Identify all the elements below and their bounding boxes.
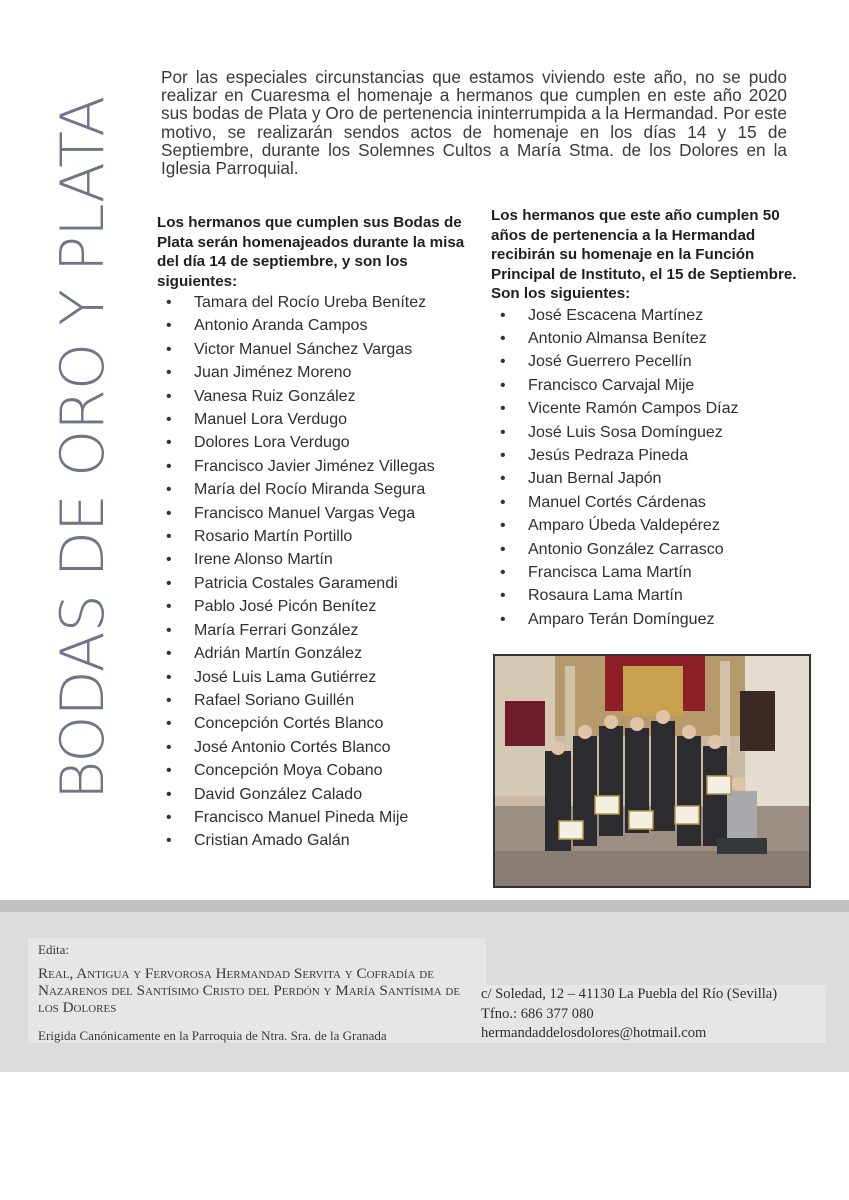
erigida-text: Erigida Canónicamente en la Parroquia de Ntra. Sra. de la Granada bbox=[38, 1028, 387, 1043]
list-item: • Francisco Manuel Vargas Vega bbox=[157, 502, 477, 525]
list-item: • María Ferrari González bbox=[157, 619, 477, 642]
publisher-box bbox=[28, 938, 486, 1043]
plata-heading: Los hermanos que cumplen sus Bodas de Plata serán homenajeados durante la misa del día 14 de septiembre, y son los siguientes: bbox=[157, 214, 465, 290]
oro-column bbox=[491, 206, 811, 631]
group-photo-image bbox=[495, 656, 809, 886]
list-item: • Manuel Cortés Cárdenas bbox=[491, 491, 811, 514]
list-item: • José Escacena Martínez bbox=[491, 304, 811, 327]
list-item: • José Luis Lama Gutiérrez bbox=[157, 666, 477, 689]
address-text: c/ Soledad, 12 – 41130 La Puebla del Río (Sevilla) bbox=[481, 986, 778, 1002]
list-item: • Manuel Lora Verdugo bbox=[157, 408, 477, 431]
list-item: • Adrián Martín González bbox=[157, 642, 477, 665]
list-item: • Antonio Almansa Benítez bbox=[491, 327, 811, 350]
list-item: • Jesús Pedraza Pineda bbox=[491, 444, 811, 467]
list-item: • Concepción Moya Cobano bbox=[157, 759, 477, 782]
intro-paragraph: Por las especiales circunstancias que estamos viviendo este año, no se pudo realizar en Cuaresma el homenaje a hermanos que cumplen en este año 2020 sus bodas de Plata y Oro de pertenencia ininterrumpida a la Hermandad. Por este motivo, se realizarán sendos actos de homenaje en los días 14 y 15 de Septiembre, durante los Solemnes Cultos a María Stma. de los Dolores en la Iglesia Parroquial. bbox=[161, 67, 787, 179]
list-item: • Dolores Lora Verdugo bbox=[157, 431, 477, 454]
list-item: • Vanesa Ruiz González bbox=[157, 385, 477, 408]
list-item: • Tamara del Rocío Ureba Benítez bbox=[157, 291, 477, 314]
list-item: • Rafael Soriano Guillén bbox=[157, 689, 477, 712]
list-item: • José Luis Sosa Domínguez bbox=[491, 421, 811, 444]
edita-label: Edita: bbox=[38, 942, 70, 957]
list-item: • Irene Alonso Martín bbox=[157, 548, 477, 571]
oro-heading: Los hermanos que este año cumplen 50 años de pertenencia a la Hermandad recibirán su homenaje en la Función Principal de Instituto, el 15 de Septiembre. Son los siguientes: bbox=[491, 207, 797, 302]
oro-name-list bbox=[491, 304, 811, 632]
list-item: • Francisco Manuel Pineda Mije bbox=[157, 806, 477, 829]
list-item: • Rosaura Lama Martín bbox=[491, 584, 811, 607]
list-item: • Amparo Úbeda Valdepérez bbox=[491, 514, 811, 537]
list-item: • Antonio González Carrasco bbox=[491, 538, 811, 561]
list-item: • María del Rocío Miranda Segura bbox=[157, 478, 477, 501]
list-item: • Pablo José Picón Benítez bbox=[157, 595, 477, 618]
list-item: • Victor Manuel Sánchez Vargas bbox=[157, 338, 477, 361]
list-item: • Patricia Costales Garamendi bbox=[157, 572, 477, 595]
contact-box bbox=[478, 985, 826, 1043]
email-text: hermandaddelosdolores@hotmail.com bbox=[481, 1025, 707, 1041]
list-item: • Amparo Terán Domínguez bbox=[491, 608, 811, 631]
list-item: • Francisco Javier Jiménez Villegas bbox=[157, 455, 477, 478]
list-item: • Cristian Amado Galán bbox=[157, 829, 477, 852]
list-item: • Vicente Ramón Campos Díaz bbox=[491, 397, 811, 420]
footer-top-strip bbox=[0, 900, 849, 912]
group-photo bbox=[493, 654, 811, 888]
list-item: • Francisco Carvajal Mije bbox=[491, 374, 811, 397]
list-item: • José Guerrero Pecellín bbox=[491, 350, 811, 373]
plata-name-list bbox=[157, 291, 477, 853]
phone-text: Tfno.: 686 377 080 bbox=[481, 1005, 594, 1022]
list-item: • Francisca Lama Martín bbox=[491, 561, 811, 584]
list-item: • Juan Jiménez Moreno bbox=[157, 361, 477, 384]
list-item: • Concepción Cortés Blanco bbox=[157, 712, 477, 735]
list-item: • David González Calado bbox=[157, 783, 477, 806]
list-item: • Rosario Martín Portillo bbox=[157, 525, 477, 548]
plata-column bbox=[157, 213, 477, 853]
vertical-title: BODAS DE ORO Y PLATA bbox=[48, 96, 118, 800]
list-item: • José Antonio Cortés Blanco bbox=[157, 736, 477, 759]
list-item: • Juan Bernal Japón bbox=[491, 467, 811, 490]
organization-name: Real, Antigua y Fervorosa Hermandad Servita y Cofradía de Nazarenos del Santísimo Cristo del Perdón y María Santísima de los Dolores bbox=[38, 965, 461, 1016]
list-item: • Antonio Aranda Campos bbox=[157, 314, 477, 337]
